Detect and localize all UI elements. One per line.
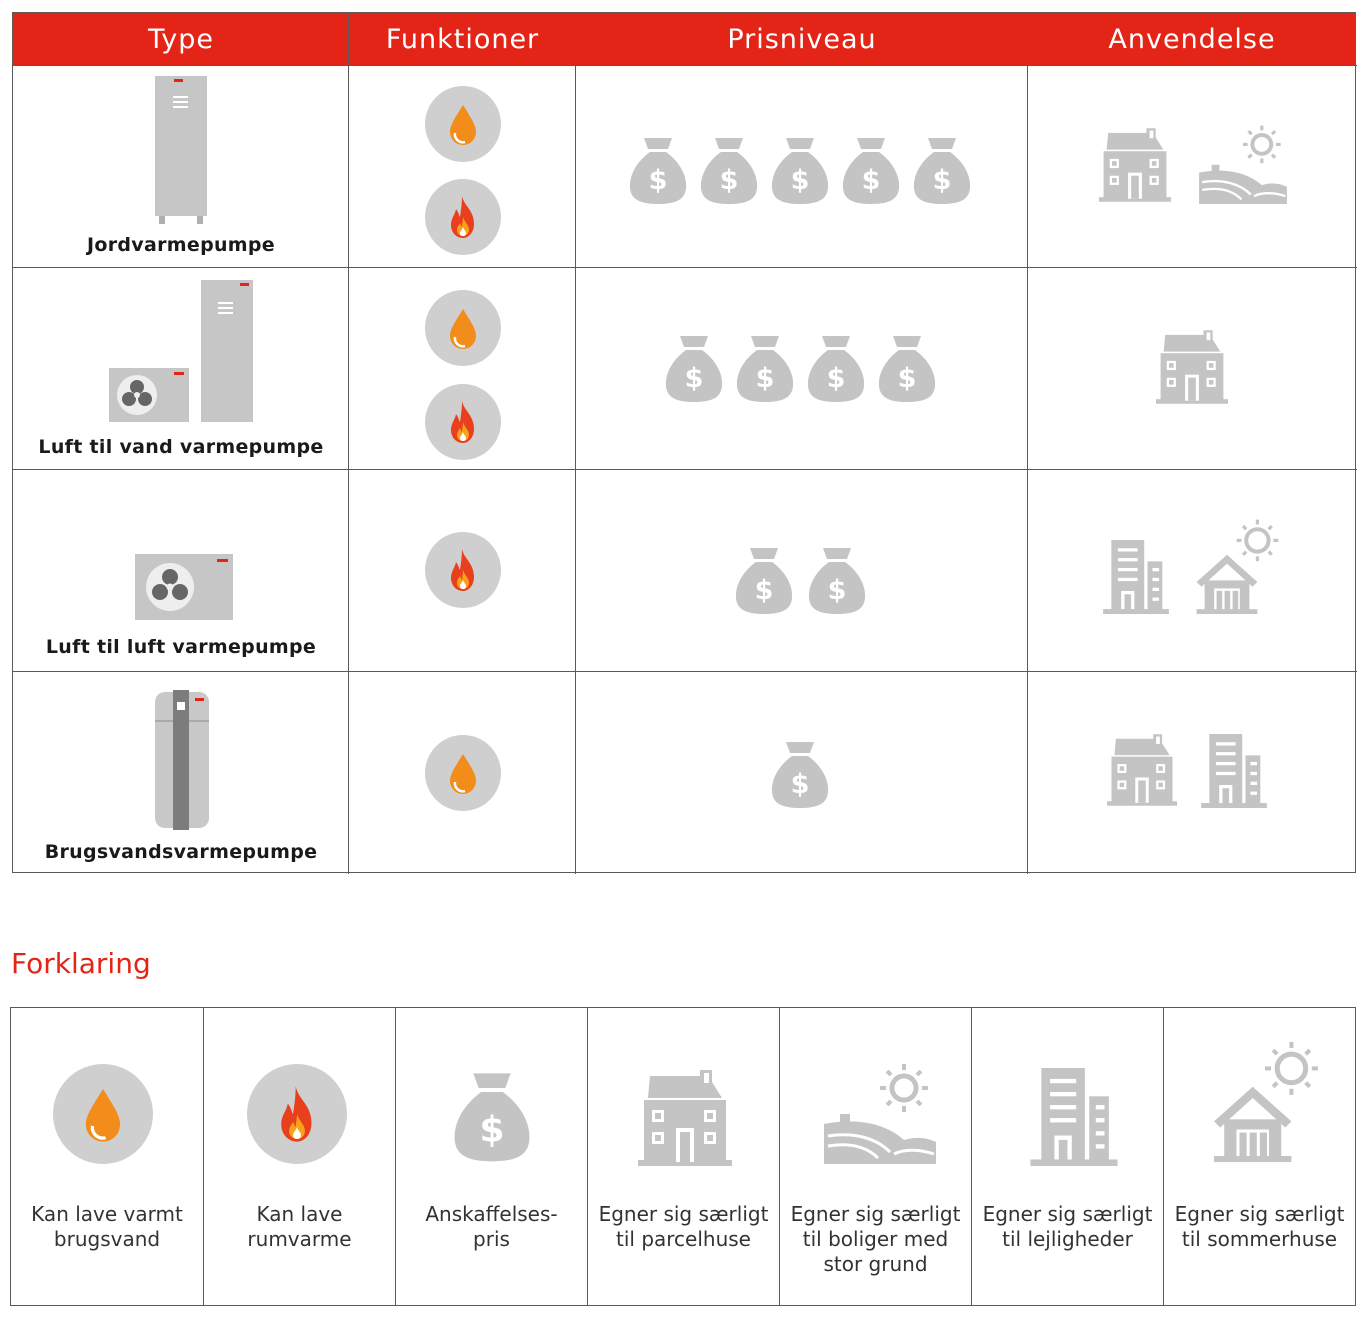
- svg-text:$: $: [932, 165, 952, 196]
- legend-item: [1163, 1008, 1355, 1305]
- svg-text:$: $: [719, 165, 739, 196]
- drop-icon: [53, 1064, 153, 1164]
- field-sun-icon: [1199, 124, 1287, 204]
- svg-text:$: $: [479, 1109, 505, 1151]
- drop-icon: [425, 290, 501, 366]
- money-bag-icon: [664, 332, 724, 404]
- money-bag-icon: [770, 738, 830, 810]
- table-row: [13, 672, 1356, 873]
- legend-item: [203, 1008, 395, 1305]
- air-to-air-heat-pump-image: [135, 554, 235, 622]
- money-bag-icon: [699, 134, 759, 206]
- svg-text:$: $: [826, 363, 846, 394]
- legend-table: [10, 1007, 1356, 1306]
- type-label: Jordvarmepumpe: [87, 234, 275, 256]
- type-label: Luft til vand varmepumpe: [38, 436, 324, 458]
- legend-text: Egner sig særligt til boliger med stor grund: [790, 1202, 961, 1276]
- header-funktioner: Funktioner: [349, 13, 576, 65]
- svg-text:$: $: [684, 363, 704, 394]
- legend-text: Kan lave rumvarme: [247, 1202, 352, 1251]
- cottage-sun-icon: [1195, 518, 1283, 614]
- money-bag-icon: [841, 134, 901, 206]
- cottage-sun-icon: [1212, 1036, 1324, 1166]
- apartment-icon: [1024, 1068, 1124, 1166]
- header-anvendelse: Anvendelse: [1028, 13, 1356, 65]
- legend-text: Anskaffelses- pris: [425, 1202, 558, 1251]
- header-type: Type: [13, 13, 349, 65]
- type-label: Luft til luft varmepumpe: [45, 636, 317, 658]
- flame-icon: [425, 532, 501, 608]
- svg-text:$: $: [790, 165, 810, 196]
- hot-water-heat-pump-image: [153, 690, 211, 832]
- legend-item: [11, 1008, 203, 1305]
- drop-icon: [425, 735, 501, 811]
- money-bag-icon: [734, 544, 794, 616]
- table-row: [13, 268, 1356, 469]
- house-icon: [638, 1070, 732, 1166]
- money-bag-icon: [912, 134, 972, 206]
- legend-title: Forklaring: [11, 947, 151, 980]
- svg-text:$: $: [754, 575, 774, 606]
- legend-text: Egner sig særligt til sommerhuse: [1174, 1202, 1345, 1251]
- money-bag-icon: [452, 1068, 532, 1164]
- svg-text:$: $: [648, 165, 668, 196]
- air-to-water-heat-pump-image: [109, 280, 257, 424]
- apartment-icon: [1201, 734, 1267, 808]
- svg-text:$: $: [827, 575, 847, 606]
- legend-item: [395, 1008, 587, 1305]
- table-row: [13, 470, 1356, 671]
- field-sun-icon: [824, 1062, 936, 1164]
- house-icon: [1099, 128, 1171, 202]
- table-row: [13, 66, 1356, 267]
- comparison-table: [12, 12, 1356, 873]
- svg-text:$: $: [790, 769, 810, 800]
- flame-icon: [425, 179, 501, 255]
- drop-icon: [425, 86, 501, 162]
- svg-text:$: $: [755, 363, 775, 394]
- legend-text: Egner sig særligt til parcelhuse: [598, 1202, 769, 1251]
- flame-icon: [425, 384, 501, 460]
- svg-text:$: $: [861, 165, 881, 196]
- money-bag-icon: [806, 332, 866, 404]
- ground-heat-pump-image: [153, 74, 209, 226]
- legend-item: [971, 1008, 1163, 1305]
- legend-item: [779, 1008, 971, 1305]
- legend-text: Egner sig særligt til lejligheder: [982, 1202, 1153, 1251]
- money-bag-icon: [877, 332, 937, 404]
- money-bag-icon: [628, 134, 688, 206]
- money-bag-icon: [735, 332, 795, 404]
- legend-item: [587, 1008, 779, 1305]
- house-icon: [1156, 330, 1228, 404]
- flame-icon: [247, 1064, 347, 1164]
- type-label: Brugsvandsvarmepumpe: [44, 841, 318, 863]
- money-bag-icon: [807, 544, 867, 616]
- house-icon: [1107, 734, 1177, 806]
- header-prisniveau: Prisniveau: [576, 13, 1028, 65]
- svg-text:$: $: [897, 363, 917, 394]
- apartment-icon: [1103, 540, 1169, 614]
- money-bag-icon: [770, 134, 830, 206]
- legend-text: Kan lave varmt brugsvand: [31, 1202, 183, 1251]
